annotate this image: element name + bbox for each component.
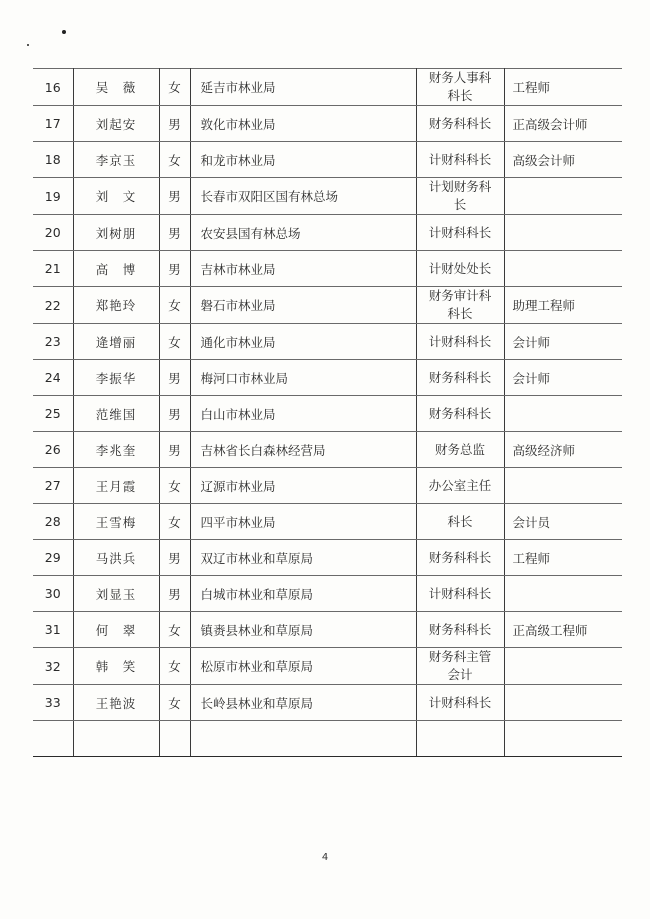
table-row [33, 721, 622, 757]
gender-cell: 女 [159, 685, 190, 721]
table-row [33, 142, 622, 178]
professional-title-cell [504, 215, 622, 251]
professional-title-cell: 会计员 [504, 504, 622, 540]
position-cell: 计财科科长 [416, 685, 504, 721]
position-cell: 计财科科长 [416, 215, 504, 251]
table-row [33, 576, 622, 612]
person-name-cell: 范维国 [73, 396, 159, 432]
person-name-cell: 刘起安 [73, 106, 159, 142]
person-name-cell: 韩 笑 [73, 648, 159, 685]
table-row [33, 69, 622, 106]
position-cell: 计划财务科长 [416, 178, 504, 215]
gender-cell: 男 [159, 215, 190, 251]
gender-cell: 女 [159, 142, 190, 178]
work-unit-cell: 辽源市林业局 [190, 468, 416, 504]
person-name-cell [73, 721, 159, 757]
position-cell: 计财处处长 [416, 251, 504, 287]
row-number-cell: 29 [33, 540, 73, 576]
professional-title-cell: 助理工程师 [504, 287, 622, 324]
work-unit-cell: 磐石市林业局 [190, 287, 416, 324]
work-unit-cell: 通化市林业局 [190, 324, 416, 360]
row-number-cell: 23 [33, 324, 73, 360]
professional-title-cell [504, 721, 622, 757]
professional-title-cell [504, 468, 622, 504]
position-cell: 计财科科长 [416, 142, 504, 178]
work-unit-cell: 吉林市林业局 [190, 251, 416, 287]
professional-title-cell [504, 576, 622, 612]
row-number-cell: 16 [33, 69, 73, 106]
position-cell: 财务总监 [416, 432, 504, 468]
professional-title-cell: 正高级会计师 [504, 106, 622, 142]
professional-title-cell: 高级会计师 [504, 142, 622, 178]
row-number-cell: 17 [33, 106, 73, 142]
gender-cell: 男 [159, 106, 190, 142]
gender-cell: 女 [159, 504, 190, 540]
work-unit-cell: 四平市林业局 [190, 504, 416, 540]
row-number-cell: 21 [33, 251, 73, 287]
work-unit-cell: 吉林省长白森林经营局 [190, 432, 416, 468]
table-row [33, 178, 622, 215]
work-unit-cell: 长岭县林业和草原局 [190, 685, 416, 721]
position-cell: 财务审计科科长 [416, 287, 504, 324]
person-name-cell: 刘树朋 [73, 215, 159, 251]
position-cell: 财务科科长 [416, 540, 504, 576]
professional-title-cell: 高级经济师 [504, 432, 622, 468]
gender-cell: 男 [159, 576, 190, 612]
person-name-cell: 刘 文 [73, 178, 159, 215]
table-body [33, 69, 622, 757]
table-row [33, 215, 622, 251]
work-unit-cell: 延吉市林业局 [190, 69, 416, 106]
person-name-cell: 李兆奎 [73, 432, 159, 468]
work-unit-cell: 白山市林业局 [190, 396, 416, 432]
gender-cell [159, 721, 190, 757]
gender-cell: 女 [159, 648, 190, 685]
position-cell: 财务科主管会计 [416, 648, 504, 685]
person-name-cell: 李振华 [73, 360, 159, 396]
row-number-cell: 28 [33, 504, 73, 540]
row-number-cell: 30 [33, 576, 73, 612]
scan-speck [62, 30, 66, 34]
row-number-cell: 31 [33, 612, 73, 648]
table-row [33, 287, 622, 324]
person-name-cell: 王雪梅 [73, 504, 159, 540]
table-row [33, 612, 622, 648]
table-row [33, 432, 622, 468]
gender-cell: 男 [159, 396, 190, 432]
gender-cell: 女 [159, 612, 190, 648]
table-row [33, 324, 622, 360]
table-row [33, 106, 622, 142]
work-unit-cell: 长春市双阳区国有林总场 [190, 178, 416, 215]
work-unit-cell: 双辽市林业和草原局 [190, 540, 416, 576]
professional-title-cell: 工程师 [504, 540, 622, 576]
professional-title-cell: 会计师 [504, 324, 622, 360]
table-row [33, 540, 622, 576]
professional-title-cell [504, 396, 622, 432]
table-row [33, 251, 622, 287]
row-number-cell: 18 [33, 142, 73, 178]
table-row [33, 648, 622, 685]
gender-cell: 男 [159, 251, 190, 287]
person-name-cell: 王月霞 [73, 468, 159, 504]
table-row [33, 396, 622, 432]
professional-title-cell [504, 251, 622, 287]
work-unit-cell: 和龙市林业局 [190, 142, 416, 178]
professional-title-cell [504, 648, 622, 685]
gender-cell: 女 [159, 324, 190, 360]
work-unit-cell: 农安县国有林总场 [190, 215, 416, 251]
position-cell: 财务科科长 [416, 396, 504, 432]
position-cell: 计财科科长 [416, 324, 504, 360]
row-number-cell: 19 [33, 178, 73, 215]
page-number: 4 [321, 852, 329, 863]
work-unit-cell: 松原市林业和草原局 [190, 648, 416, 685]
professional-title-cell [504, 685, 622, 721]
table-row [33, 504, 622, 540]
person-name-cell: 王艳波 [73, 685, 159, 721]
gender-cell: 男 [159, 540, 190, 576]
professional-title-cell: 正高级工程师 [504, 612, 622, 648]
table-row [33, 468, 622, 504]
work-unit-cell [190, 721, 416, 757]
row-number-cell: 22 [33, 287, 73, 324]
row-number-cell: 20 [33, 215, 73, 251]
professional-title-cell: 会计师 [504, 360, 622, 396]
position-cell: 财务科科长 [416, 106, 504, 142]
person-name-cell: 刘显玉 [73, 576, 159, 612]
position-cell: 科长 [416, 504, 504, 540]
work-unit-cell: 白城市林业和草原局 [190, 576, 416, 612]
person-name-cell: 高 博 [73, 251, 159, 287]
row-number-cell: 26 [33, 432, 73, 468]
personnel-table [33, 68, 622, 757]
gender-cell: 男 [159, 360, 190, 396]
person-name-cell: 吴 薇 [73, 69, 159, 106]
person-name-cell: 郑艳玲 [73, 287, 159, 324]
row-number-cell: 27 [33, 468, 73, 504]
person-name-cell: 马洪兵 [73, 540, 159, 576]
gender-cell: 女 [159, 69, 190, 106]
row-number-cell: 25 [33, 396, 73, 432]
person-name-cell: 何 翠 [73, 612, 159, 648]
work-unit-cell: 镇赉县林业和草原局 [190, 612, 416, 648]
gender-cell: 女 [159, 468, 190, 504]
gender-cell: 男 [159, 432, 190, 468]
position-cell: 财务科科长 [416, 612, 504, 648]
person-name-cell: 李京玉 [73, 142, 159, 178]
position-cell [416, 721, 504, 757]
work-unit-cell: 梅河口市林业局 [190, 360, 416, 396]
position-cell: 财务人事科科长 [416, 69, 504, 106]
person-name-cell: 逄增丽 [73, 324, 159, 360]
table-row [33, 360, 622, 396]
row-number-cell: 33 [33, 685, 73, 721]
position-cell: 办公室主任 [416, 468, 504, 504]
professional-title-cell: 工程师 [504, 69, 622, 106]
row-number-cell [33, 721, 73, 757]
row-number-cell: 24 [33, 360, 73, 396]
gender-cell: 女 [159, 287, 190, 324]
gender-cell: 男 [159, 178, 190, 215]
row-number-cell: 32 [33, 648, 73, 685]
work-unit-cell: 敦化市林业局 [190, 106, 416, 142]
table-row [33, 685, 622, 721]
position-cell: 计财科科长 [416, 576, 504, 612]
position-cell: 财务科科长 [416, 360, 504, 396]
professional-title-cell [504, 178, 622, 215]
scan-speck [27, 44, 29, 46]
